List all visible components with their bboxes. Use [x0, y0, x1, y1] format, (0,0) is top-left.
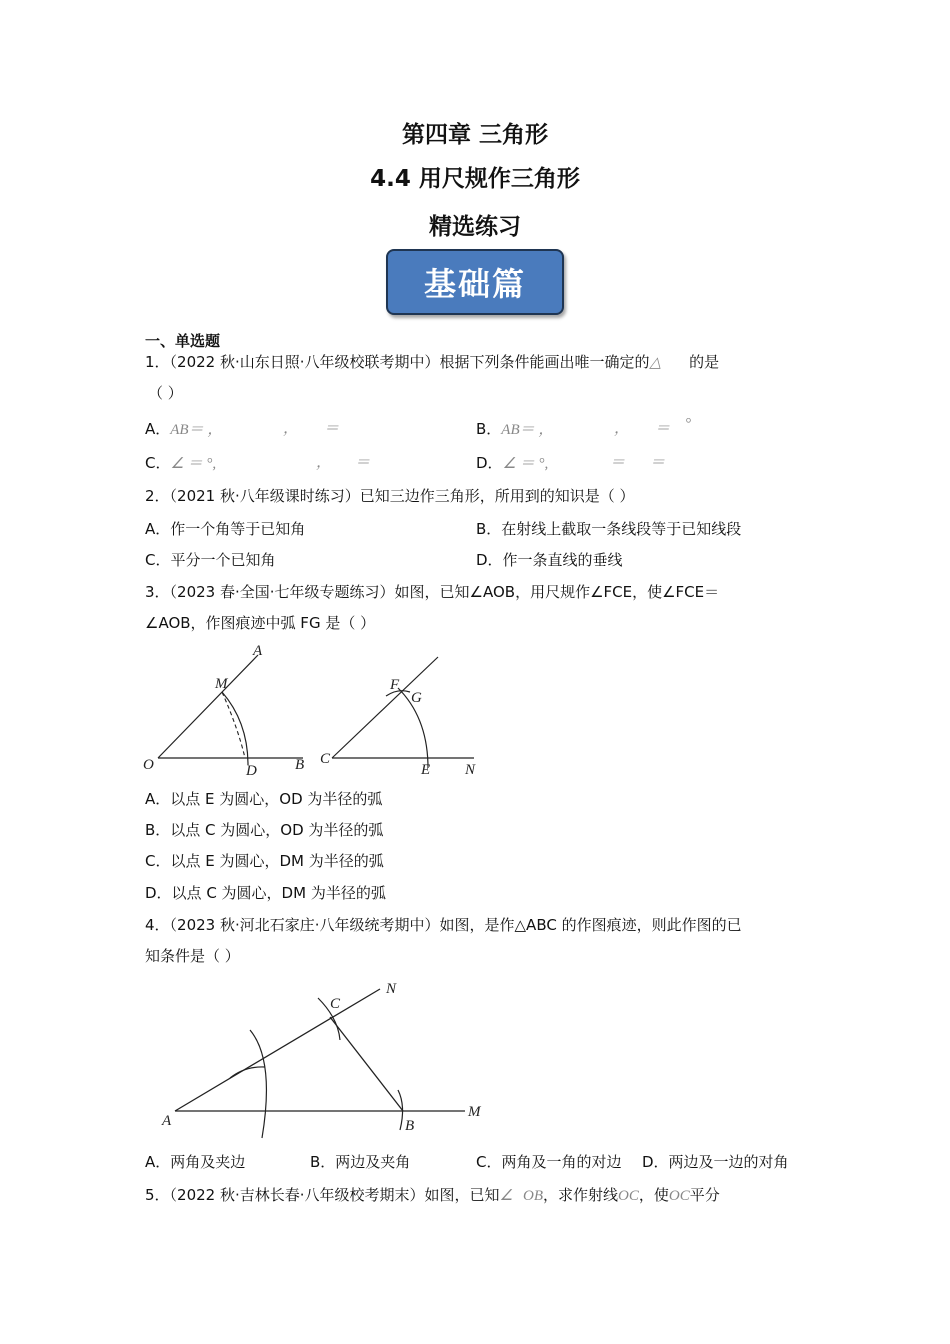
arc-angle-a	[250, 1030, 266, 1138]
angle-name: OB	[522, 1188, 543, 1204]
q3-figure	[140, 640, 490, 780]
q4-stem-line2: 知条件是（ ）	[145, 947, 240, 965]
label-f: F	[390, 677, 400, 693]
q3-option-b[interactable]: B．以点 C 为圆心，OD 为半径的弧	[145, 821, 384, 839]
subtitle: 精选练习	[429, 214, 521, 240]
q4-figure	[150, 970, 500, 1140]
q1-a-part3: ＝	[324, 421, 340, 437]
q2-option-c[interactable]: C．平分一个已知角	[145, 551, 276, 569]
q2-option-d[interactable]: D．作一条直线的垂线	[476, 551, 623, 569]
q2-option-a[interactable]: A．作一个角等于已知角	[145, 520, 306, 538]
q1-option-a[interactable]	[145, 419, 222, 440]
label-m: M	[215, 676, 228, 692]
angle-symbol: ∠	[499, 1188, 513, 1204]
label-o: O	[143, 757, 154, 773]
triangle-symbol: △	[649, 355, 662, 371]
arc-angle-a-copy	[230, 1067, 265, 1078]
label-c: C	[320, 751, 331, 767]
q1-c-part2: ，	[316, 455, 332, 471]
q4-stem-line1: 4．（2023 秋·河北石家庄·八年级统考期中）如图，是作△ABC 的作图痕迹，则此作图的已	[145, 916, 742, 934]
ray-oc-2: OC	[668, 1188, 690, 1204]
q1-a-part2: ，	[283, 421, 299, 437]
basic-level-badge	[386, 249, 564, 315]
q2-option-b[interactable]: B．在射线上截取一条线段等于已知线段	[476, 520, 742, 538]
label-n: N	[386, 981, 397, 997]
q3-stem-line2: ∠AOB，作图痕迹中弧 FG 是（ ）	[145, 614, 376, 632]
option-expr: AB＝ ，	[501, 422, 554, 438]
q3-stem-line1: 3．（2023 春·全国·七年级专题练习）如图，已知∠AOB，用尺规作∠FCE，使∠FCE＝	[145, 583, 720, 601]
section-title: 4.4 用尺规作三角形	[370, 166, 580, 192]
q1-b-part3: ＝	[655, 421, 671, 437]
q1-option-c[interactable]	[145, 453, 216, 474]
q1-d-part3: ＝	[650, 455, 666, 471]
ray-oa	[158, 655, 258, 758]
q1-d-part2: ＝	[610, 455, 626, 471]
q1-source: （2022 秋·山东日照·八年级校联考期中）根据下列条件能画出唯一确定的	[169, 353, 650, 371]
q4-option-d[interactable]: D．两边及一边的对角	[642, 1153, 789, 1171]
ray-cf	[332, 657, 438, 758]
section-heading: 一、单选题	[145, 332, 221, 350]
label-a: A	[253, 643, 263, 659]
q4-option-c[interactable]: C．两角及一角的对边	[476, 1153, 622, 1171]
label-b: B	[405, 1118, 415, 1134]
label-e: E	[421, 762, 431, 778]
q1-option-b[interactable]	[476, 419, 553, 440]
option-expr: ∠ ＝ °,	[502, 456, 549, 472]
q1-c-part3: ＝	[355, 455, 371, 471]
q3-option-c[interactable]: C．以点 E 为圆心，DM 为半径的弧	[145, 852, 384, 870]
option-label: D．	[476, 454, 503, 472]
badge-label: 基础篇	[423, 265, 526, 303]
q5-end: 平分	[689, 1186, 720, 1204]
q1-number: 1．	[145, 353, 170, 371]
q5-mid2: ，使	[638, 1186, 669, 1204]
label-m: M	[468, 1104, 481, 1120]
label-a: A	[162, 1113, 172, 1129]
q5-stem	[145, 1185, 720, 1206]
q3-option-a[interactable]: A．以点 E 为圆心，OD 为半径的弧	[145, 790, 383, 808]
label-d: D	[246, 763, 257, 779]
segment-cb	[330, 1017, 403, 1111]
q3-option-d[interactable]: D．以点 C 为圆心，DM 为半径的弧	[145, 884, 386, 902]
option-label: B．	[476, 420, 502, 438]
q1-tail: 的是	[689, 353, 720, 371]
q2-stem: 2．（2021 秋·八年级课时练习）已知三边作三角形，所用到的知识是（ ）	[145, 487, 635, 505]
label-b: B	[295, 757, 305, 773]
q1-option-d[interactable]	[476, 453, 548, 474]
label-g: G	[411, 690, 422, 706]
q1-b-part4: °	[685, 416, 691, 432]
ray-an	[175, 989, 380, 1111]
label-n: N	[465, 762, 476, 778]
q4-option-a[interactable]: A．两角及夹边	[145, 1153, 246, 1171]
q5-text: 5．（2022 秋·吉林长春·八年级校考期末）如图，已知	[145, 1186, 500, 1204]
q1-stem	[145, 352, 719, 373]
q1-paren: （ ）	[148, 384, 183, 402]
ray-oc-1: OC	[618, 1188, 639, 1204]
label-c: C	[330, 996, 341, 1012]
q5-mid: ，求作射线	[542, 1186, 618, 1204]
option-expr: ∠ ＝ °,	[170, 456, 217, 472]
q4-option-b[interactable]: B．两边及夹角	[310, 1153, 411, 1171]
q1-b-part2: ，	[614, 421, 630, 437]
chapter-title: 第四章 三角形	[401, 122, 548, 148]
option-label: C．	[145, 454, 171, 472]
option-expr: AB＝ ，	[170, 422, 223, 438]
option-label: A．	[145, 420, 171, 438]
